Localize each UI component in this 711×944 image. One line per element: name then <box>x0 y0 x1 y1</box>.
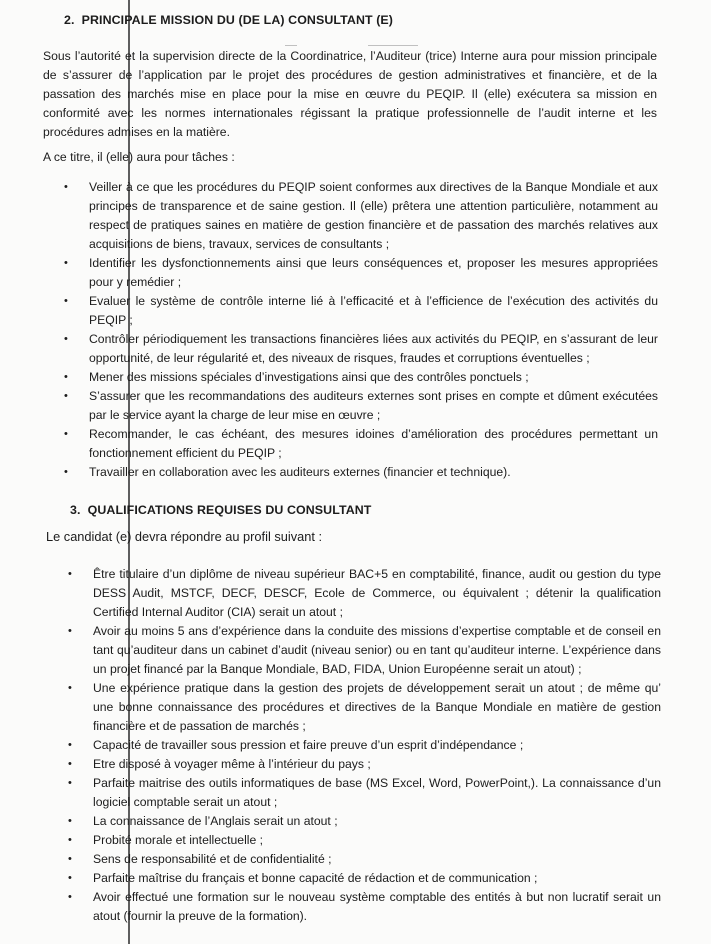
bullet-icon: • <box>68 834 72 846</box>
tasks-list <box>64 178 658 482</box>
task-item: • S’assurer que les recommandations des auditeurs externes sont prises en compte et dûment exécutées par le service ayant la charge de leur mise en œuvre ; <box>64 389 658 422</box>
bullet-icon: • <box>64 295 68 307</box>
bullet-icon: • <box>64 333 68 345</box>
qualification-item: • La connaissance de l’Anglais serait un atout ; <box>93 812 661 831</box>
bullet-icon: • <box>64 428 68 440</box>
scan-artifact-mark <box>368 45 418 46</box>
bullet-icon: • <box>68 891 72 903</box>
bullet-icon: • <box>68 758 72 770</box>
section-2-heading: 2. PRINCIPALE MISSION DU (DE LA) CONSULTANT (E) <box>64 13 394 27</box>
task-item: • Contrôler périodiquement les transactions financières liées aux activités du PEQIP, en s’assurant de leur opportunité, de leur régularité et, des niveaux de risques, fraudes et corruptions éventuelles ; <box>64 332 658 365</box>
task-item: • Identifier les dysfonctionnements ainsi que leurs conséquences et, proposer les mesures appropriées pour y remédier ; <box>64 256 658 289</box>
qualification-item: • Une expérience pratique dans la gestion des projets de développement serait un atout ; de même qu’ une bonne connaissance des procédures et directives de la Banque Mondiale en matière de gestion financière et de passation de marchés ; <box>68 681 661 733</box>
task-item: • Recommander, le cas échéant, des mesures idoines d’amélioration des procédures permettant un fonctionnement efficient du PEQIP ; <box>64 427 658 460</box>
task-item: • Mener des missions spéciales d’investigations ainsi que des contrôles ponctuels ; <box>89 368 658 387</box>
qualification-item: • Sens de responsabilité et de confidentialité ; <box>93 850 661 869</box>
qualification-item: • Probité morale et intellectuelle ; <box>93 831 661 850</box>
task-item: • Travailler en collaboration avec les auditeurs externes (financier et technique). <box>89 463 658 482</box>
section-3-heading: 3. QUALIFICATIONS REQUISES DU CONSULTANT <box>70 503 372 517</box>
qualification-item: • Avoir au moins 5 ans d’expérience dans la conduite des missions d’expertise comptable et de conseil en tant qu’auditeur dans un cabinet d’audit (niveau senior) ou en tant qu’auditeur interne. L’expérience dans un projet financé par la Banque Mondiale, BAD, FIDA, Union Européenne serait un atout) ; <box>68 624 661 676</box>
scan-artifact-mark <box>285 45 297 46</box>
qualification-item: • Avoir effectué une formation sur le nouveau système comptable des entités à but non lucratif serait un atout (fournir la preuve de la formation). <box>68 890 661 923</box>
bullet-icon: • <box>64 390 68 402</box>
bullet-icon: • <box>68 872 72 884</box>
bullet-icon: • <box>68 568 72 580</box>
tasks-intro: A ce titre, il (elle) aura pour tâches : <box>43 150 235 164</box>
task-item: • Veiller à ce que les procédures du PEQIP soient conformes aux directives de la Banque Mondiale et aux principes de transparence et de saine gestion. Il (elle) prêtera une attention particulière, notamment au respect de pratiques saines en matière de gestion financière et de passation des marchés relatives aux acquisitions de biens, travaux, services de consultants ; <box>64 180 658 251</box>
qualification-item: • Parfaite maîtrise du français et bonne capacité de rédaction et de communication ; <box>93 869 661 888</box>
bullet-icon: • <box>68 682 72 694</box>
qualification-item: • Parfaite maitrise des outils informatiques de base (MS Excel, Word, PowerPoint,). La connaissance d’un logiciel comptable serait un atout ; <box>68 776 661 809</box>
qualification-item: • Être titulaire d’un diplôme de niveau supérieur BAC+5 en comptabilité, finance, audit ou gestion du type DESS Audit, MSTCF, DECF, DESCF, Ecole de Commerce, ou équivalent ; détenir la qualification Certified Internal Auditor (CIA) serait un atout ; <box>68 567 661 619</box>
bullet-icon: • <box>68 625 72 637</box>
qualifications-list <box>68 565 661 926</box>
bullet-icon: • <box>68 815 72 827</box>
bullet-icon: • <box>68 777 72 789</box>
section-3-intro: Le candidat (e) devra répondre au profil suivant : <box>46 529 323 544</box>
bullet-icon: • <box>68 739 72 751</box>
section-2-intro-paragraph: Sous l’autorité et la supervision directe de la Coordinatrice, l’Auditeur (trice) Interne aura pour mission principale de s’assurer de l’application par le projet des procédures de gestion administratives et financière, et de la passation des marchés mise en place pour la mise en œuvre du PEQIP. Il (elle) exécutera sa mission en conformité avec les normes internationales régissant la pratique professionnelle de l’audit interne et les procédures admises en la matière. <box>43 49 657 139</box>
bullet-icon: • <box>68 853 72 865</box>
bullet-icon: • <box>64 466 68 478</box>
qualification-item: • Capacité de travailler sous pression et faire preuve d’un esprit d’indépendance ; <box>93 736 661 755</box>
qualification-item: • Etre disposé à voyager même à l’intérieur du pays ; <box>93 755 661 774</box>
bullet-icon: • <box>64 181 68 193</box>
bullet-icon: • <box>64 257 68 269</box>
task-item: • Evaluer le système de contrôle interne lié à l’efficacité et à l’efficience de l’exécution des activités du PEQIP ; <box>64 294 658 327</box>
bullet-icon: • <box>64 371 68 383</box>
